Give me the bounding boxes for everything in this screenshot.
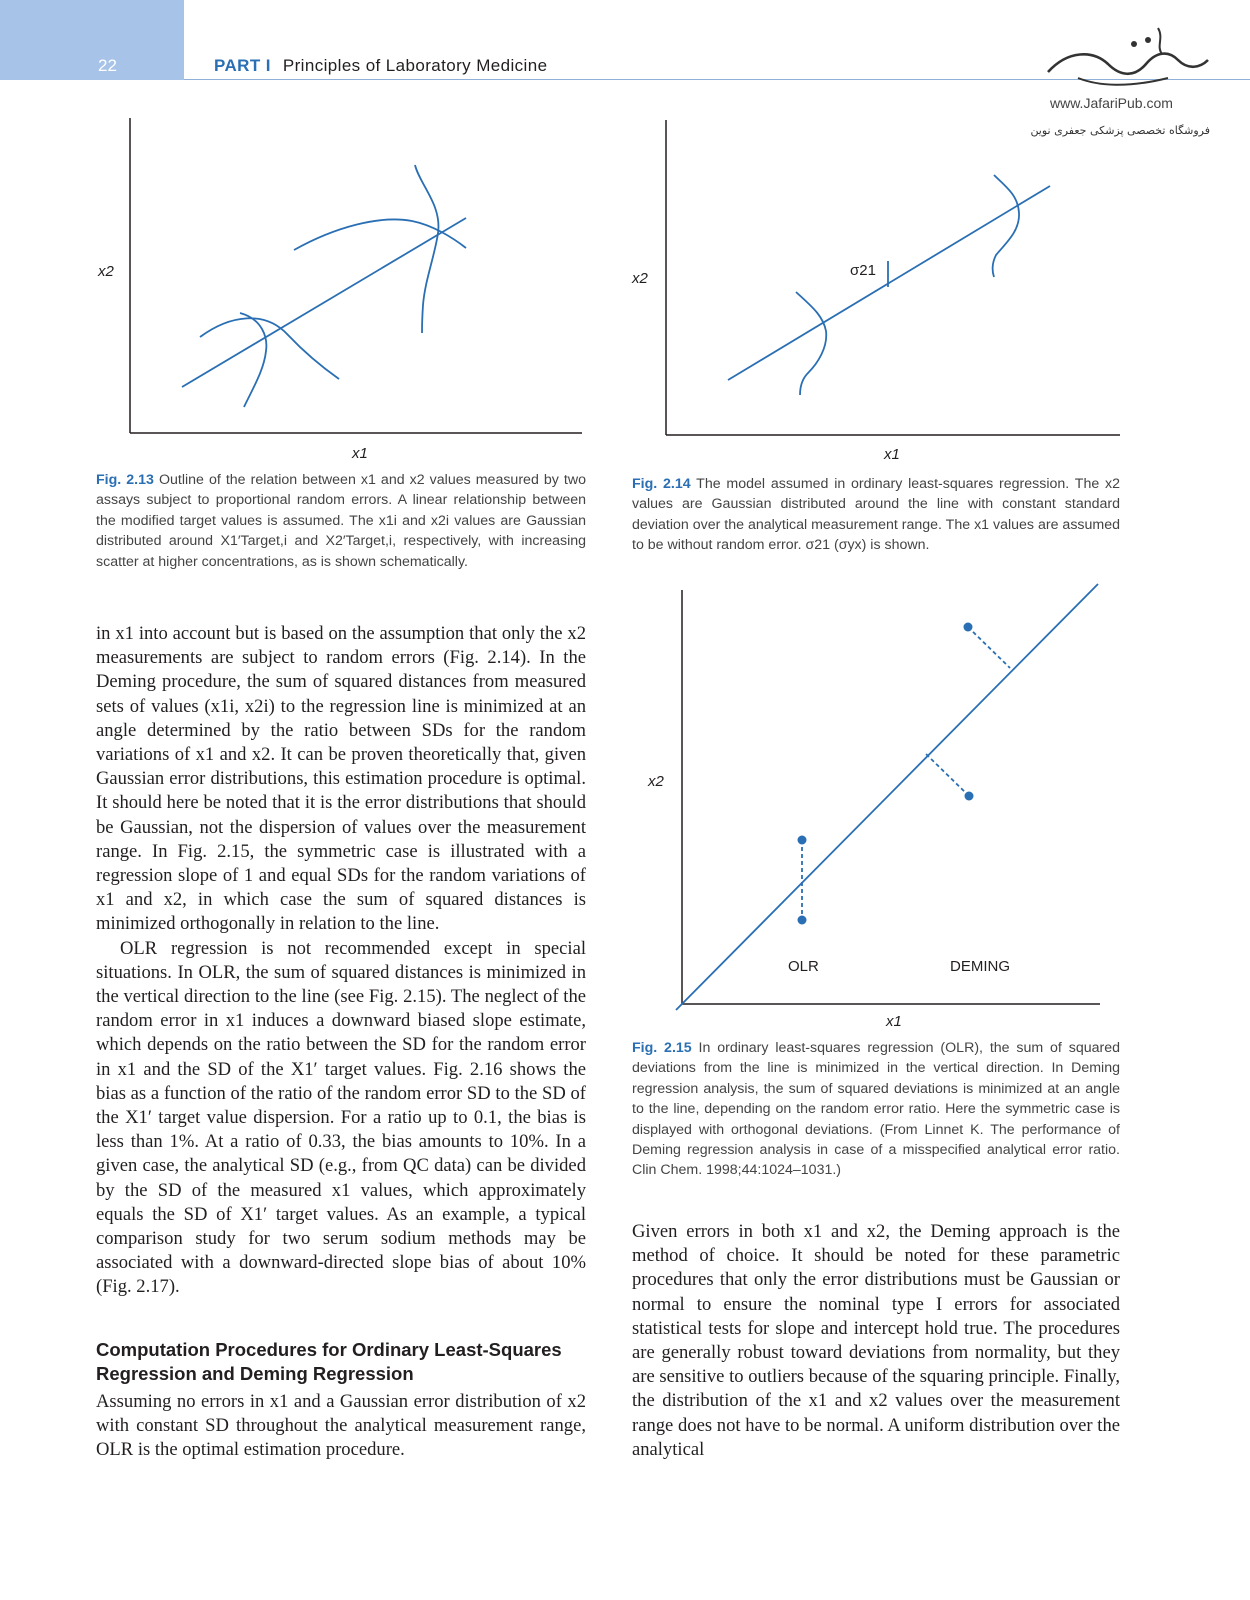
part-title: Principles of Laboratory Medicine (282, 56, 548, 75)
fig-2-14-gaussian-high (993, 175, 1019, 277)
fig-2-15-deming-deviation-lower (926, 754, 969, 796)
left-paragraph-3: Assuming no errors in x1 and a Gaussian error distribution of x2 with constant SD throughout the analytical measurement range, OLR is the optimal estimation procedure. (96, 1391, 586, 1461)
fig-2-14-y-label: x2 (632, 270, 648, 287)
fig-2-15-x-label: x1 (886, 1013, 902, 1030)
page-number-box (0, 0, 184, 80)
fig-2-14-caption-text: The model assumed in ordinary least-squares regression. The x2 values are Gaussian distributed around the line with constant standard deviation over the analytical measurement range. The x1 values are assumed to be without random error. σ21 (σyx) is shown. (632, 476, 1120, 554)
fig-2-13-caption (96, 470, 586, 572)
fig-2-13-caption-label: Fig. 2.13 (96, 472, 154, 488)
fig-2-15-deming-deviation-upper (968, 627, 1010, 668)
fig-2-13-gaussian-large-x (294, 219, 466, 250)
fig-2-13-gaussian-small-x (200, 318, 339, 379)
fig-2-15-olr-point-upper (798, 836, 807, 845)
fig-2-13-caption-text: Outline of the relation between x1 and x2 values measured by two assays subject to proportional random errors. A linear relationship between the modified target values is assumed. The x1i and x2i values are Gaussian distributed around X1′Target,i and X2′Target,i, respectively, with increasing scatter at higher concentrations, as is shown schematically. (96, 472, 586, 570)
figure-2-13 (90, 115, 590, 470)
fig-2-14-caption (632, 474, 1120, 556)
fig-2-15-caption (632, 1038, 1120, 1181)
fig-2-13-gaussian-large-y (415, 165, 438, 333)
fig-2-13-x-label: x1 (352, 445, 368, 462)
running-head (214, 56, 547, 76)
fig-2-15-regression-line (676, 584, 1098, 1010)
fig-2-15-deming-point-lower (965, 792, 974, 801)
fig-2-15-y-label: x2 (648, 773, 664, 790)
fig-2-15-deming-label: DEMING (950, 958, 1010, 975)
page-number: 22 (98, 56, 117, 75)
fig-2-13-y-label: x2 (98, 263, 114, 280)
fig-2-14-x-label: x1 (884, 446, 900, 463)
fig-2-15-caption-text: In ordinary least-squares regression (OLR), the sum of squared deviations from the line is minimized in the vertical direction. In Deming regression analysis, the sum of squared deviations is minimized at an angle to the line, depending on the random error ratio. Here the symmetric case is displayed with orthogonal deviations. (From Linnet K. The performance of Deming regression analysis in case of a misspecified analytical error ratio. Clin Chem. 1998;44:1024–1031.) (632, 1040, 1120, 1179)
fig-2-15-olr-label: OLR (788, 958, 819, 975)
figure-2-14 (630, 115, 1130, 472)
left-column (96, 622, 586, 1300)
fig-2-14-axes (666, 120, 1120, 435)
left-paragraph-2: OLR regression is not recommended except in special situations. In OLR, the sum of squared distances is minimized in the vertical direction to the line (see Fig. 2.15). The neglect of the random error in x1 induces a downward biased slope estimate, which depends on the ratio between the SD for the random error in x1 and the SD of the X1′ target values. Fig. 2.16 shows the bias as a function of the ratio of the random error SD to the SD of the X1′ target value dispersion. For a ratio up to 0.1, the bias is less than 1%. At a ratio of 0.33, the bias amounts to 10%. In a given case, the analytical SD (e.g., from QC data) can be divided by the SD of the measured x1 values, which approximately equals the SD of X1′ target values. As an example, a typical comparison study for two serum sodium methods may be associated with a downward-directed slope bias of about 10% (Fig. 2.17). (96, 937, 586, 1298)
right-paragraph-1: Given errors in both x1 and x2, the Deming approach is the method of choice. It should be noted for these parametric procedures that only the error distributions must be Gaussian or normal to ensure the nominal type I errors for associated statistical tests for slope and intercept hold true. The procedures are generally robust toward deviations from normality, but they are sensitive to outliers because of the squaring principle. Finally, the distribution of the x1 and x2 values over the measurement range does not have to be normal. A uniform distribution over the analytical (632, 1221, 1120, 1460)
fig-2-14-gaussian-low (796, 292, 826, 395)
fig-2-14-caption-label: Fig. 2.14 (632, 476, 691, 492)
publisher-url: www.JafariPub.com (1050, 95, 1173, 111)
fig-2-15-olr-point-lower (798, 916, 807, 925)
fig-2-14-sigma-label: σ21 (850, 262, 876, 279)
publisher-tagline: فروشگاه تخصصی پزشکی جعفری نوین (1030, 124, 1210, 137)
fig-2-13-gaussian-small-y (240, 313, 266, 407)
fig-2-14-regression-line (728, 186, 1050, 380)
section-heading: Computation Procedures for Ordinary Least-Squares Regression and Deming Regression (96, 1339, 562, 1384)
fig-2-15-caption-label: Fig. 2.15 (632, 1040, 692, 1056)
part-label: PART I (214, 56, 271, 75)
left-paragraph-1: in x1 into account but is based on the assumption that only the x2 measurements are subject to random errors (Fig. 2.14). In the Deming procedure, the sum of squared distances from measured sets of values (x1i, x2i) to the regression line is minimized at an angle determined by the ratio between SDs for the random variations of x1 and x2. It can be proven theoretically that, given Gaussian error distributions, this estimation procedure is optimal. It should here be noted that it is the error distributions that should be Gaussian, not the dispersion of values over the measurement range. In Fig. 2.15, the symmetric case is illustrated with a regression slope of 1 and equal SDs for the random variations of x1 and x2, in which case the sum of squared distances is minimized orthogonally in relation to the line. (96, 623, 586, 935)
fig-2-15-deming-point-upper (964, 623, 973, 632)
figure-2-15 (640, 580, 1120, 1035)
fig-2-13-axes (130, 118, 582, 433)
